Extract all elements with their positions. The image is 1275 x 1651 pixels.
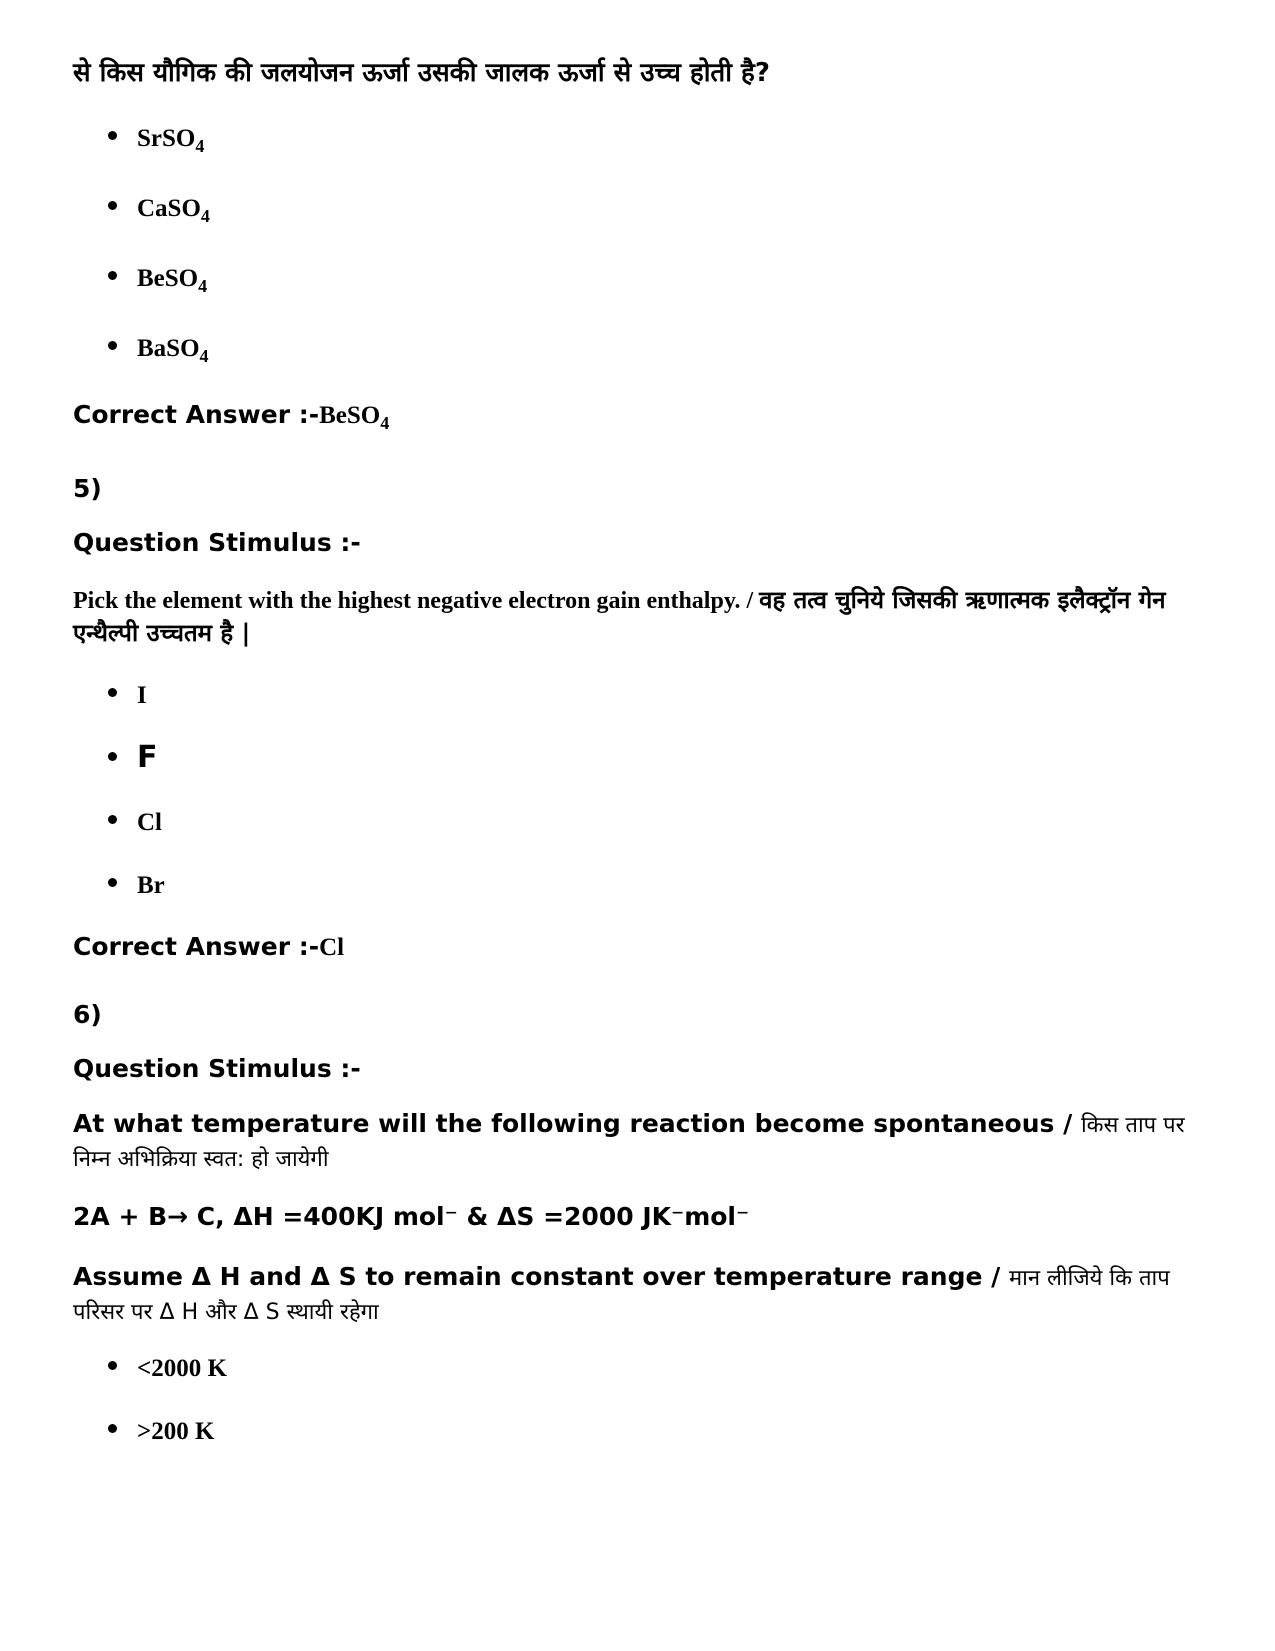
bullet-icon	[108, 752, 117, 761]
correct-answer-value: Cl	[319, 934, 345, 961]
q4-option-2[interactable]	[108, 195, 210, 226]
q5-option-4-text: Br	[137, 872, 165, 899]
q6-option-1-text: <2000 K	[137, 1355, 227, 1382]
q5-option-2[interactable]	[108, 740, 158, 775]
q5-correct-answer	[73, 932, 1203, 962]
question-4-text: से किस यौगिक की जलयोजन ऊर्जा उसकी जालक ऊर्जा से उच्च होती है?	[73, 58, 770, 88]
bullet-icon	[108, 201, 117, 210]
q5-option-1[interactable]	[108, 682, 147, 710]
q5-option-4[interactable]	[108, 872, 165, 900]
bullet-icon	[108, 1361, 117, 1370]
q5-stimulus-english: Pick the element with the highest negative electron gain enthalpy. /	[73, 588, 760, 614]
q6-assumption-english: Assume Δ H and Δ S to remain constant over temperature range /	[73, 1262, 1009, 1291]
q5-stimulus	[73, 584, 1203, 650]
q4-option-3[interactable]	[108, 265, 208, 296]
question-6-number: 6)	[73, 1000, 102, 1029]
q6-assumption	[73, 1261, 1203, 1329]
bullet-icon	[108, 815, 117, 824]
q6-stimulus-english: At what temperature will the following reaction become spontaneous /	[73, 1109, 1081, 1138]
q5-option-1-text: I	[137, 682, 147, 709]
bullet-icon	[108, 131, 117, 140]
q4-option-4[interactable]	[108, 335, 209, 366]
q6-assumption-hindi: मान लीजिये कि ताप परिसर पर Δ H और Δ S स्थायी रहेगा	[73, 1266, 1170, 1325]
q4-option-4-text: BaSO$_4$	[137, 335, 209, 366]
correct-answer-label: Correct Answer :-	[73, 400, 320, 429]
q4-correct-answer	[73, 400, 1203, 433]
q6-stimulus	[73, 1108, 1203, 1176]
q5-option-2-text: F	[137, 740, 158, 775]
bullet-icon	[108, 688, 117, 697]
q6-stimulus-label: Question Stimulus :-	[73, 1054, 361, 1083]
bullet-icon	[108, 878, 117, 887]
q5-option-3-text: Cl	[137, 809, 162, 836]
q4-option-1[interactable]	[108, 125, 205, 156]
question-5-number: 5)	[73, 474, 102, 503]
bullet-icon	[108, 341, 117, 350]
correct-answer-value: BeSO$_4$	[319, 402, 390, 433]
q5-stimulus-hindi: वह तत्व चुनिये जिसकी ऋणात्मक इलैक्ट्रॉन गेन एन्थैल्पी उच्चतम है |	[73, 586, 1166, 647]
q4-option-1-text: SrSO$_4$	[137, 125, 205, 156]
bullet-icon	[108, 271, 117, 280]
q5-option-3[interactable]	[108, 809, 162, 837]
correct-answer-label: Correct Answer :-	[73, 932, 320, 961]
q5-stimulus-label: Question Stimulus :-	[73, 528, 361, 557]
q6-option-2-text: >200 K	[137, 1418, 215, 1445]
q6-option-1[interactable]	[108, 1355, 227, 1383]
q4-option-2-text: CaSO$_4$	[137, 195, 210, 226]
q4-option-3-text: BeSO$_4$	[137, 265, 208, 296]
q6-stimulus-hindi: किस ताप पर निम्न अभिक्रिया स्वत: हो जायेगी	[73, 1113, 1185, 1172]
q6-reaction: 2A + B→ C, ΔH =400KJ mol⁻ & ΔS =2000 JK⁻mol⁻	[73, 1202, 750, 1231]
bullet-icon	[108, 1424, 117, 1433]
q6-option-2[interactable]	[108, 1418, 214, 1446]
